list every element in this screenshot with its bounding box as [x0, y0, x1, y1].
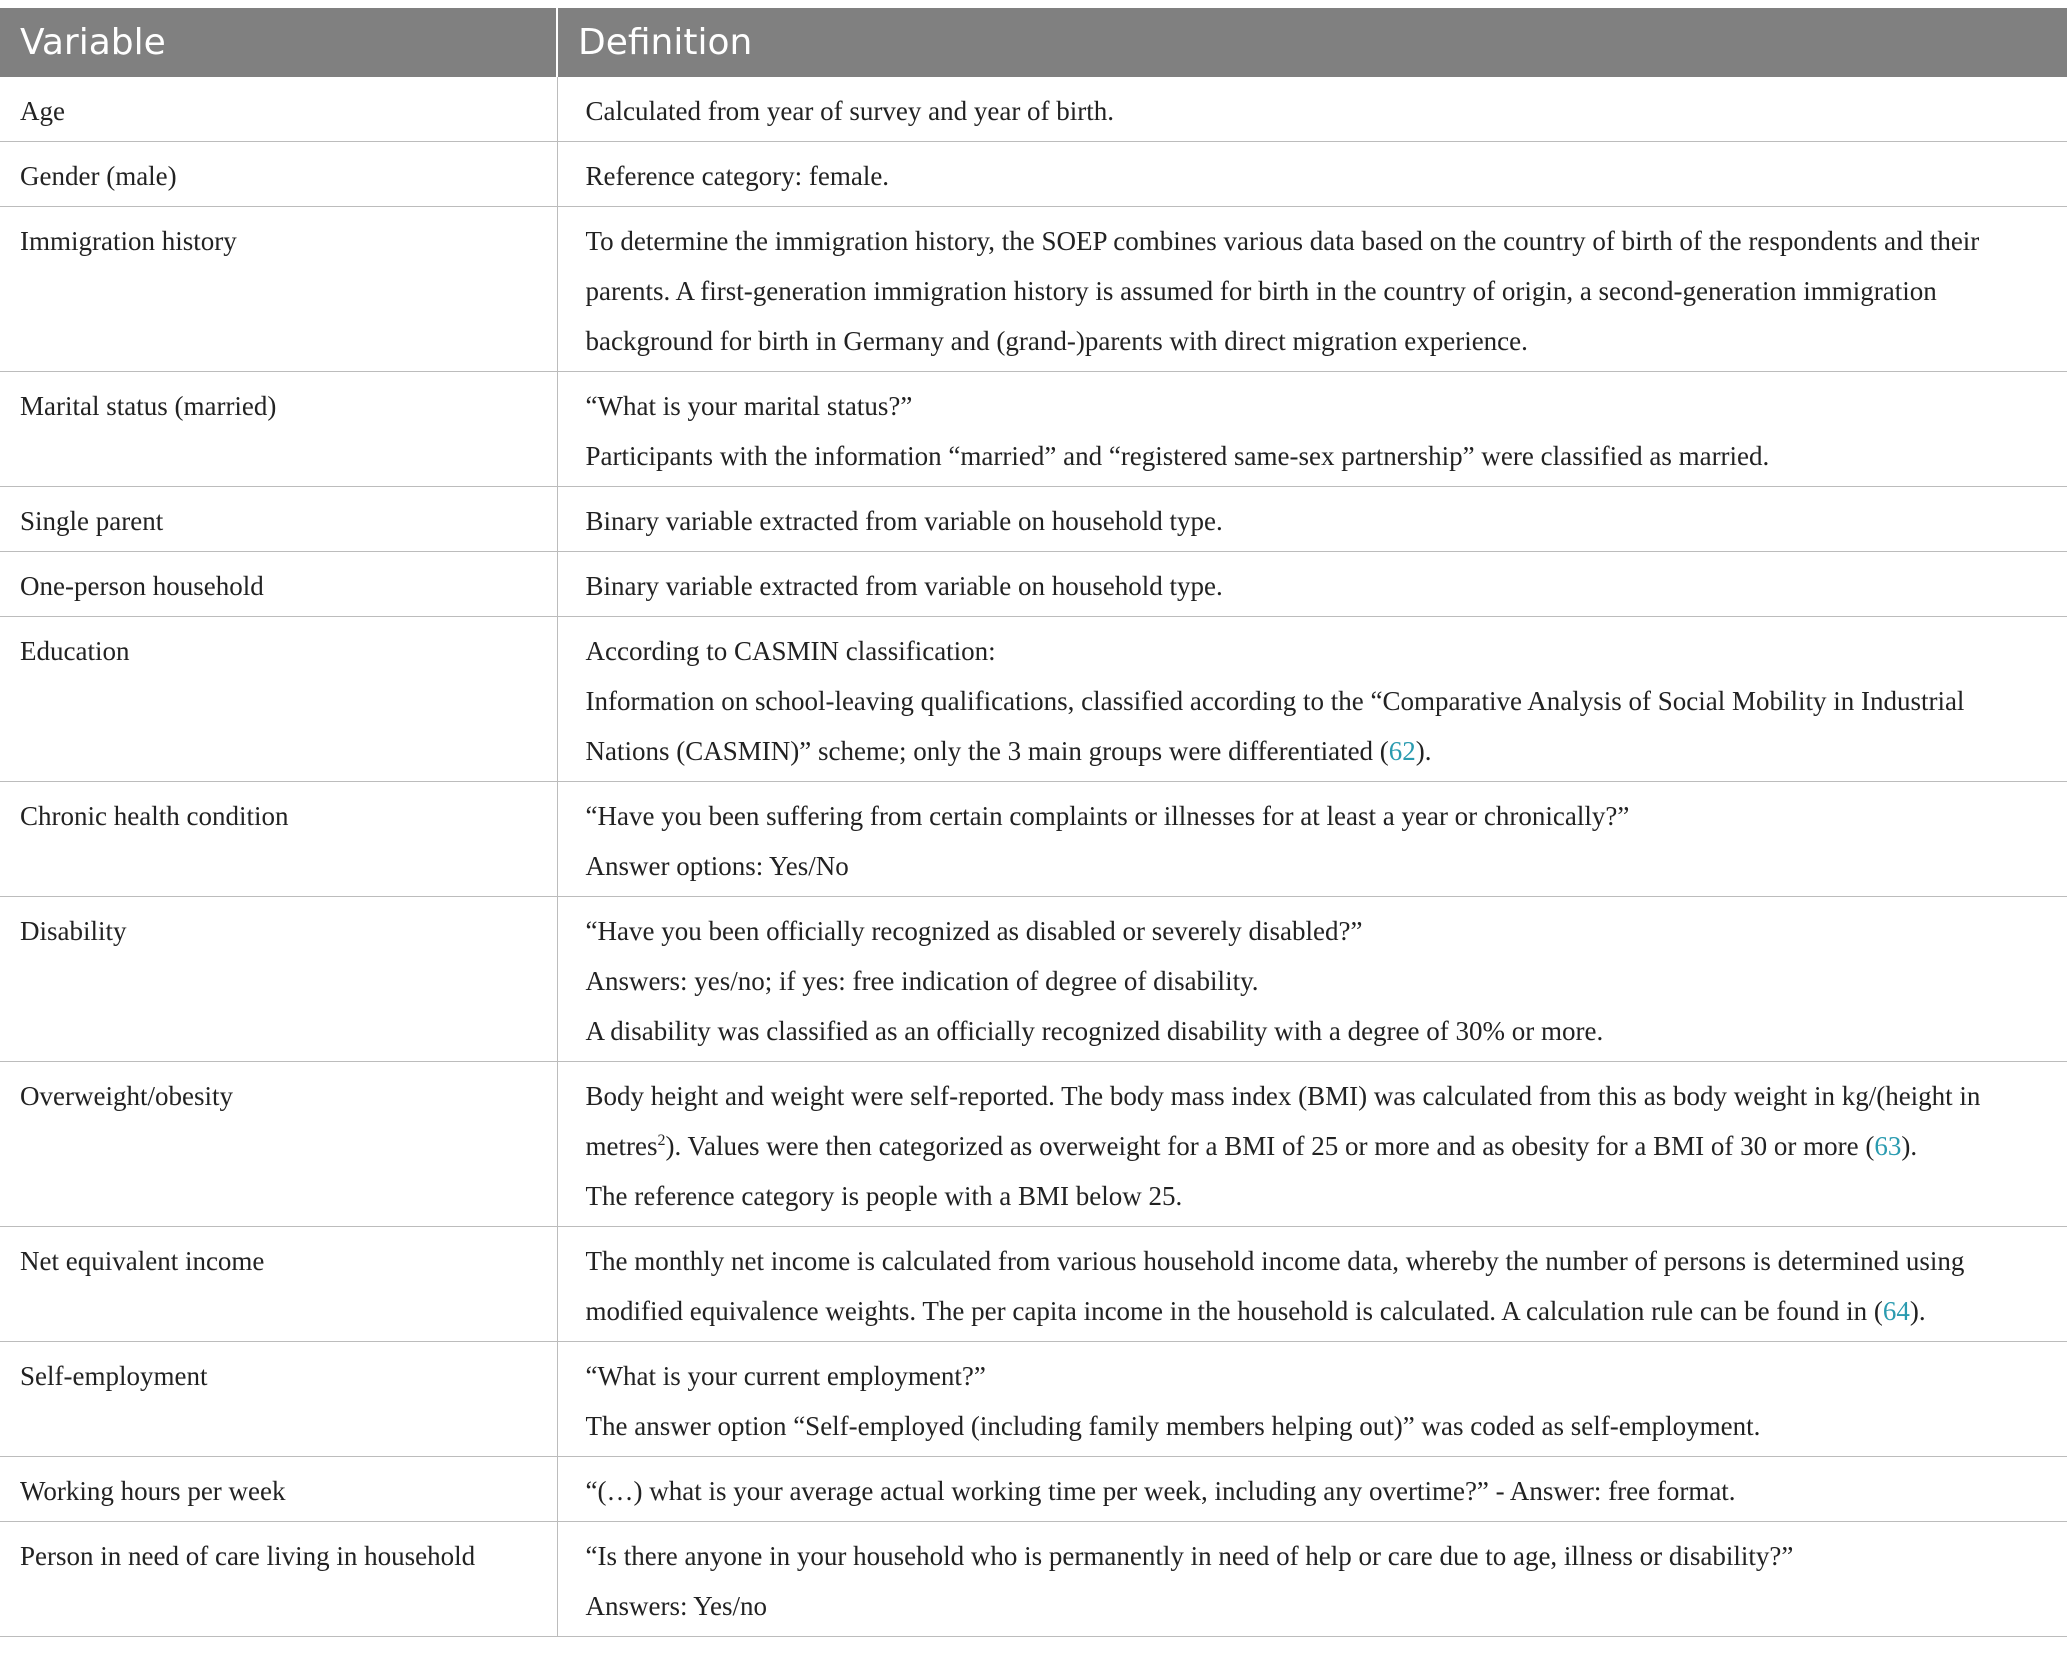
table-row — [0, 617, 2067, 782]
citation-link-64[interactable]: 64 — [1882, 1296, 1910, 1326]
table-row — [0, 142, 2067, 207]
definition-line: To determine the immigration history, the SOEP combines various data based on the country of birth of the respondents and their parents. A first-generation immigration history is assumed for birth in the country of origin, a second-generation immigration background for birth in Germany and (grand-)parents with direct migration experience. — [585, 226, 1980, 356]
definition-line: “(…) what is your average actual working time per week, including any overtime?” - Answer: free format. — [585, 1476, 1736, 1506]
definition-cell — [557, 552, 2067, 617]
table-row — [0, 1062, 2067, 1227]
definition-line: The reference category is people with a BMI below 25. — [585, 1181, 1183, 1211]
variable-cell: Education — [0, 617, 557, 782]
variable-cell: Immigration history — [0, 207, 557, 372]
definition-cell — [557, 207, 2067, 372]
definition-cell — [557, 897, 2067, 1062]
definition-cell — [557, 1457, 2067, 1522]
definition-line: Answer options: Yes/No — [585, 851, 849, 881]
variable-definitions-table — [0, 8, 2067, 1637]
table-row — [0, 897, 2067, 1062]
table-row — [0, 1457, 2067, 1522]
definition-line: Participants with the information “married” and “registered same-sex partnership” were classified as married. — [585, 441, 1770, 471]
definition-text: ). Values were then categorized as overweight for a BMI of 25 or more and as obesity for a BMI of 30 or more ( — [665, 1131, 1875, 1161]
citation-link-62[interactable]: 62 — [1388, 736, 1416, 766]
variable-cell: Net equivalent income — [0, 1227, 557, 1342]
table-header-row — [0, 8, 2067, 77]
definition-cell — [557, 617, 2067, 782]
definition-cell — [557, 487, 2067, 552]
variable-cell: Single parent — [0, 487, 557, 552]
definition-line: A disability was classified as an officially recognized disability with a degree of 30% or more. — [585, 1016, 1604, 1046]
definition-line: Calculated from year of survey and year of birth. — [585, 96, 1115, 126]
definition-cell — [557, 372, 2067, 487]
definition-line — [586, 1071, 2051, 1171]
definition-text: Body height and weight were self-reported. The body mass index (BMI) was calculated from this as body weight in kg/(height in metres — [585, 1081, 1981, 1161]
variable-cell: Person in need of care living in household — [0, 1522, 557, 1637]
definition-line: “What is your marital status?” — [585, 391, 913, 421]
definition-line: The answer option “Self-employed (including family members helping out)” was coded as self-employment. — [585, 1411, 1761, 1441]
variable-cell: Disability — [0, 897, 557, 1062]
definition-cell — [557, 1522, 2067, 1637]
definition-line: Answers: Yes/no — [585, 1591, 768, 1621]
header-variable: Variable — [0, 8, 557, 77]
table-row — [0, 1522, 2067, 1637]
table-row — [0, 77, 2067, 142]
definition-cell — [557, 1227, 2067, 1342]
variable-cell: Working hours per week — [0, 1457, 557, 1522]
variable-cell: Gender (male) — [0, 142, 557, 207]
table-row — [0, 372, 2067, 487]
definition-text: The monthly net income is calculated from various household income data, whereby the number of persons is determined using modified equivalence weights. The per capita income in the household is calculated. A calculation rule can be found in ( — [585, 1246, 1965, 1326]
definition-cell — [557, 1062, 2067, 1227]
variable-cell: Marital status (married) — [0, 372, 557, 487]
definition-line: “Is there anyone in your household who is permanently in need of help or care due to age, illness or disability?” — [585, 1541, 1794, 1571]
definition-cell — [557, 1342, 2067, 1457]
definition-cell — [557, 782, 2067, 897]
definition-line: Binary variable extracted from variable on household type. — [585, 506, 1223, 536]
definition-cell — [557, 77, 2067, 142]
header-definition: Definition — [557, 8, 2067, 77]
definition-text: Information on school-leaving qualifications, classified according to the “Comparative Analysis of Social Mobility in Industrial Nations (CASMIN)” scheme; only the 3 main groups were differentiated ( — [585, 686, 1965, 766]
definition-line — [586, 1236, 2051, 1336]
definition-line: “Have you been officially recognized as disabled or severely disabled?” — [585, 916, 1363, 946]
definition-cell — [557, 142, 2067, 207]
definition-line: “Have you been suffering from certain complaints or illnesses for at least a year or chronically?” — [585, 801, 1630, 831]
table-row — [0, 487, 2067, 552]
definition-text: ). — [1909, 1296, 1926, 1326]
table-row — [0, 1342, 2067, 1457]
definition-line: According to CASMIN classification: — [585, 636, 996, 666]
table-row — [0, 552, 2067, 617]
definition-line: Answers: yes/no; if yes: free indication of degree of disability. — [585, 966, 1259, 996]
variable-cell: Age — [0, 77, 557, 142]
definition-line: Reference category: female. — [585, 161, 890, 191]
table-row — [0, 1227, 2067, 1342]
variable-cell: Chronic health condition — [0, 782, 557, 897]
definition-line — [586, 676, 2051, 776]
citation-link-63[interactable]: 63 — [1874, 1131, 1902, 1161]
table-row — [0, 207, 2067, 372]
definition-text: ). — [1415, 736, 1432, 766]
definitions-table-wrapper — [0, 8, 2067, 1637]
definition-line: Binary variable extracted from variable on household type. — [585, 571, 1223, 601]
variable-cell: Self-employment — [0, 1342, 557, 1457]
variable-cell: One-person household — [0, 552, 557, 617]
superscript: 2 — [657, 1132, 666, 1149]
definition-line: “What is your current employment?” — [585, 1361, 986, 1391]
definition-text: ). — [1901, 1131, 1918, 1161]
variable-cell: Overweight/obesity — [0, 1062, 557, 1227]
table-row — [0, 782, 2067, 897]
